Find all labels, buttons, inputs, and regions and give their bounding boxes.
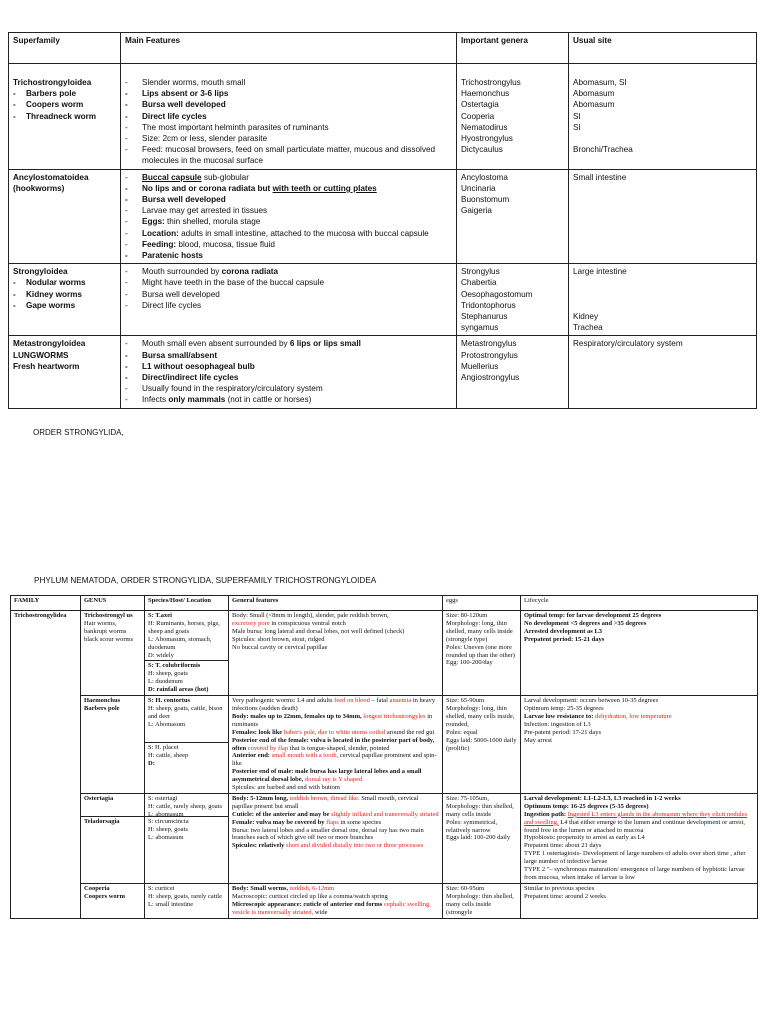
eggs-cell xyxy=(443,696,521,794)
species-hosts: H: sheep, goats, rarely cattle xyxy=(148,892,222,900)
table-row xyxy=(9,169,757,264)
general-features-cell xyxy=(229,611,443,696)
superfamily-cell xyxy=(9,64,121,170)
feature-text: Body: Small (<8mm in length), slender, pale reddish brown, xyxy=(232,612,389,619)
table-row xyxy=(11,793,758,883)
species-block xyxy=(145,743,228,769)
species-hosts: H: sheep, goats xyxy=(148,670,188,678)
genus-common-names: Hair worms, bankrupt worms black scour worms xyxy=(84,619,134,643)
table-header-row xyxy=(9,33,757,64)
list-item: - No lips and or corona radiata but with teeth or cutting plates xyxy=(125,183,452,194)
superfamily-common-name: (hookworms) xyxy=(13,183,65,193)
site-cell xyxy=(569,169,757,264)
genus-name: Haemonchus xyxy=(461,89,510,99)
superfamily-name: Ancylostomatoidea xyxy=(13,172,89,182)
features-list xyxy=(125,338,452,405)
egg-size: Size: 65-90um xyxy=(446,697,485,705)
feature-text: Microscopic appearance: cuticle of anterior end forms cephalic swelling, vesicle is transversally striated, wide xyxy=(232,900,431,916)
species-name: S: ostertagi xyxy=(148,794,178,802)
superfamily-name: Strongyloidea xyxy=(13,267,68,277)
genus-name: Strongylus xyxy=(461,267,500,277)
lifecycle-cell xyxy=(521,696,758,794)
feature-text: Spicules: are barbed and end with buttom xyxy=(232,784,340,792)
genus-common-name: Coopers worm xyxy=(84,892,125,900)
list-item: - Bursa small/absent xyxy=(125,350,452,361)
egg-poles: Poles: Uneven (one more rounded up than the other) xyxy=(446,643,515,659)
header-species-host-location: Species/Host/ Location xyxy=(145,596,229,611)
genus-name: Nematodirus xyxy=(461,122,508,132)
species-hosts: H: sheep, goats, cattle, bison and deer xyxy=(148,704,223,720)
feature-text: Male bursa: long lateral and dorsal lobes, not well defined (check) xyxy=(232,627,405,635)
species-cell xyxy=(145,696,229,794)
list-item: - Feed: mucosal browsers, feed on small particulate matter, mucous and dissolved molecules in the mucosal surface xyxy=(125,144,452,166)
genus-name: Gaigeria xyxy=(461,206,492,216)
site-text xyxy=(573,133,752,144)
species-name: S: circumcincta xyxy=(148,817,189,825)
species-name: S: H. placei xyxy=(148,744,179,752)
egg-count: Eggs laid: 100-200 daily xyxy=(446,834,511,842)
list-item: - Threadneck worm xyxy=(13,111,116,122)
list-item: - Infects only mammals (not in cattle or horses) xyxy=(125,394,452,405)
site-text: SI xyxy=(573,122,581,132)
site-text: Respiratory/circulatory system xyxy=(573,339,683,349)
table-row xyxy=(9,64,757,170)
superfamily-common-name: LUNGWORMS xyxy=(13,350,69,360)
lifecycle-text: Hypobiosis: propensity to arrest as early as L4 xyxy=(524,834,645,842)
features-list xyxy=(125,266,452,311)
site-text: Abomasum, SI xyxy=(573,78,627,87)
egg-morphology: Morphology: thin shelled, many cells inside xyxy=(446,802,514,818)
lifecycle-cell xyxy=(521,611,758,696)
genus-name: Muellerius xyxy=(461,361,499,371)
eggs-cell xyxy=(443,793,521,883)
species-cell xyxy=(145,611,229,696)
superfamily-name: Trichostrongyloidea xyxy=(13,78,92,87)
species-location: L: abomasum xyxy=(148,833,184,841)
list-item: - Might have teeth in the base of the buccal capsule xyxy=(125,277,452,288)
genus-name: Metastrongylus xyxy=(461,339,517,349)
site-text: SI xyxy=(573,111,581,121)
family-cell: Trichostrongylidea xyxy=(11,611,81,919)
list-item: - Mouth small even absent surrounded by 6 lips or lips small xyxy=(125,338,452,349)
list-item: - Direct life cycles xyxy=(125,300,452,311)
genus-name: Dictycaulus xyxy=(461,145,503,155)
feature-text: Body: Small worms, reddish, 6-12mm xyxy=(232,884,335,892)
lifecycle-text: Prepatent time: about 21 days xyxy=(524,842,602,850)
list-item: - Bursa well developed xyxy=(125,99,452,110)
species-block xyxy=(145,661,228,695)
egg-size: Size: 75-105um, xyxy=(446,794,489,802)
genera-cell xyxy=(457,336,569,408)
species-hosts: H: Ruminants, horses, pigs, sheep and goats xyxy=(148,619,220,635)
genus-name: Trichostrongyl us xyxy=(84,612,133,619)
feature-text: Very pathogenic worms: L4 and adults feed on blood – fatal anaemia in heavy infections (sudden death) xyxy=(232,697,436,712)
list-item: - Paratenic hosts xyxy=(125,250,452,261)
species-cell xyxy=(145,793,229,883)
feature-text: Macroscopic: curticei circled up like a comma/watch spring xyxy=(232,892,388,900)
lifecycle-text: TYPE 1 ostertagiosis- Development of large numbers of adults over short time , after large number of infective larvae xyxy=(524,850,746,866)
list-item: - Usually found in the respiratory/circulatory system xyxy=(125,383,452,394)
site-text xyxy=(573,277,752,288)
list-item: - Larvae may get arrested in tissues xyxy=(125,205,452,216)
lifecycle-text: Ingestion path: Ingested L3 enters glands in the abomasum where they elicit nodules and swelling, L4 that either emerge to the lumen and continue development or arrest, found free in the lumen or attached to mucosa xyxy=(524,810,748,834)
lifecycle-text: Optimum temp: 16-25 degrees (5-35 degrees) xyxy=(524,802,649,810)
genus-cell xyxy=(81,883,145,918)
species-distribution: D: widely xyxy=(148,651,174,659)
species-hosts: H: cattle, sheep xyxy=(148,751,189,759)
genus-name: Ostertagia xyxy=(461,100,499,110)
superfamily-table xyxy=(8,32,757,409)
features-list xyxy=(125,77,452,167)
species-hosts: H: sheep, goats xyxy=(148,825,188,833)
genus-cell xyxy=(81,696,145,794)
site-text: Small intestine xyxy=(573,172,627,182)
superfamily-cell xyxy=(9,264,121,336)
features-cell xyxy=(121,169,457,264)
lifecycle-text: May arrest xyxy=(524,736,552,744)
header-eggs: eggs xyxy=(443,596,521,611)
species-block xyxy=(145,696,228,743)
species-distribution: D: xyxy=(148,759,155,767)
species-distribution: D: rainfall areas (hot) xyxy=(148,686,209,694)
genus-name: Haemonchus xyxy=(84,697,121,705)
list-item: - Eggs: thin shelled, morula stage xyxy=(125,216,452,227)
lifecycle-text: No development <5 degrees and >35 degrees xyxy=(524,619,647,627)
table-row xyxy=(9,264,757,336)
superfamily-common-name: Fresh heartworm xyxy=(13,361,80,371)
lifecycle-text: Similar to previous species xyxy=(524,884,595,892)
superfamily-cell xyxy=(9,336,121,408)
table-row xyxy=(11,696,758,794)
genus-cell xyxy=(81,793,145,883)
feature-text: Posterior end of the female: vulva is located in the posterior part of body, often covered by flap that is tongue-shaped, slender, pointed xyxy=(232,736,435,752)
feature-text: Female: vulva may be covered by flaps in some species xyxy=(232,818,382,826)
list-item: - L1 without oesophageal bulb xyxy=(125,361,452,372)
site-text: Trachea xyxy=(573,323,603,333)
feature-text: Bursa: two lateral lobes and a smaller dorsal one, dorsal ray has two main branches each of which give off two or more branches xyxy=(232,826,424,842)
site-text: Large intestine xyxy=(573,267,627,277)
feature-text: Posterior end of male: male bursa has large lateral lobes and a small asymmetrical dorsal lobe, dorsal ray is Y shaped xyxy=(232,768,422,784)
table-header-row xyxy=(11,596,758,611)
features-cell xyxy=(121,264,457,336)
site-text: Abomasum xyxy=(573,100,615,110)
genus-name: Cooperia xyxy=(84,884,110,892)
genus-name: Stephanurus xyxy=(461,312,508,322)
genus-name: Trichostrongylus xyxy=(461,78,521,87)
general-features-cell xyxy=(229,696,443,794)
genus-name: Uncinaria xyxy=(461,183,496,193)
buccal-capsule-term: Buccal capsule xyxy=(142,172,202,182)
species-name: S: T.axei xyxy=(148,612,172,619)
egg-size: Size: 80-120um xyxy=(446,612,488,619)
common-names-list xyxy=(13,88,116,122)
header-superfamily: Superfamily xyxy=(9,33,121,64)
features-cell xyxy=(121,336,457,408)
genera-cell xyxy=(457,169,569,264)
species-name: S: curticei xyxy=(148,884,175,892)
genus-name: Protostrongylus xyxy=(461,350,518,360)
site-text: Bronchi/Trachea xyxy=(573,145,633,155)
list-item: - The most important helminth parasites of ruminants xyxy=(125,122,452,133)
superfamily-cell xyxy=(9,169,121,264)
feature-text: No buccal cavity or cervical papillae xyxy=(232,643,328,651)
genus-name: Teladorsagia xyxy=(84,817,120,825)
lifecycle-text: Arrested development as L3 xyxy=(524,627,603,635)
list-item: - Slender worms, mouth small xyxy=(125,77,452,88)
section-heading: PHYLUM NEMATODA, ORDER STRONGYLIDA, SUPERFAMILY TRICHOSTRONGYLOIDEA xyxy=(34,576,377,585)
header-general-features: General features xyxy=(229,596,443,611)
list-item: - Feeding: blood, mucosa, tissue fluid xyxy=(125,239,452,250)
feature-text: Body: 5-12mm long, reddish brown, thread like. Small mouth, cervical papillae present but small xyxy=(232,794,419,810)
list-item: - Bursa well developed xyxy=(125,194,452,205)
genera-cell xyxy=(457,264,569,336)
list-item: - Direct/indirect life cycles xyxy=(125,372,452,383)
genus-common-name: Barbers pole xyxy=(84,704,120,712)
genus-name: Hyostrongylus xyxy=(461,134,513,144)
feature-text: Body: males up to 22mm, females up to 34mm, longest trichostrongyles in ruminants xyxy=(232,712,433,728)
species-cell xyxy=(145,883,229,918)
feature-text: Spicules: short brown, stout, ridged xyxy=(232,635,325,643)
egg-morphology: Morphology: long, thin shelled, many cells inside (strongyle type) xyxy=(446,619,513,643)
genus-name: Oesophagostomum xyxy=(461,289,533,299)
genera-cell xyxy=(457,64,569,170)
species-hosts: H: cattle, rarely sheep, goats xyxy=(148,802,222,810)
species-location: L: duodenum xyxy=(148,678,183,686)
species-block xyxy=(145,817,228,843)
lifecycle-text: Larval development: occurs between 10-35 degrees xyxy=(524,697,659,705)
species-name: S: T. colubriformis xyxy=(148,662,201,670)
header-important-genera: Important genera xyxy=(457,33,569,64)
site-cell xyxy=(569,64,757,170)
lifecycle-cell xyxy=(521,793,758,883)
list-item: - Mouth surrounded by corona radiata xyxy=(125,266,452,277)
list-item: - Gape worms xyxy=(13,300,116,311)
egg-morphology: Morphology: thin shelled, many cells inside (strongyle xyxy=(446,892,514,916)
egg-count: Egg: 100-200/day xyxy=(446,659,493,667)
site-text xyxy=(573,289,752,300)
genus-name: Ancylostoma xyxy=(461,172,508,182)
general-features-cell xyxy=(229,793,443,883)
trichostrongyloidea-table xyxy=(10,595,758,919)
egg-size: Size: 60-95um xyxy=(446,884,485,892)
order-caption: ORDER STRONGYLIDA, xyxy=(33,428,124,437)
site-cell xyxy=(569,264,757,336)
header-lifecycle: Lifecycle xyxy=(521,596,758,611)
egg-poles: Poles: symmetrical, relatively narrow xyxy=(446,818,498,834)
header-genus: GENUS xyxy=(81,596,145,611)
eggs-cell xyxy=(443,883,521,918)
table-row xyxy=(11,883,758,918)
lifecycle-text: Prepatent time: around 2 weeks xyxy=(524,892,606,900)
genus-name: Tridontophorus xyxy=(461,300,516,310)
genus-name: syngamus xyxy=(461,323,499,333)
lifecycle-text: Larval development: L1-L2-L3, L3 reached in 1-2 weeks xyxy=(524,794,681,802)
list-item: - Buccal capsule sub-globular xyxy=(125,172,452,183)
site-text: Kidney xyxy=(573,312,599,322)
header-main-features: Main Features xyxy=(121,33,457,64)
header-usual-site: Usual site xyxy=(569,33,757,64)
feature-text: Spicules: relatively short and divided distally into two or three processes xyxy=(232,842,424,850)
feature-text: excretory pore in conspicuous ventral notch xyxy=(232,619,346,627)
lifecycle-text: Pre-patent period: 17-21 days xyxy=(524,728,602,736)
species-location: L: abomasum xyxy=(148,810,184,818)
lifecycle-text: Larvae low resistance to: dehydration, low temperature xyxy=(524,712,672,720)
lifecycle-text: Optimal temp: for larvae development 25 degrees xyxy=(524,612,662,619)
superfamily-name: Metastrongyloidea xyxy=(13,339,86,349)
feature-text: Cuticle: of the anterior and may be slightly inflated and transversally striated xyxy=(232,810,439,818)
species-location: L: small intestine xyxy=(148,900,194,908)
list-item: - Kidney worms xyxy=(13,289,116,300)
genus-name: Buonstomum xyxy=(461,195,510,205)
table-row xyxy=(11,611,758,696)
genus-name: Angiostrongylus xyxy=(461,373,520,383)
site-text: Abomasum xyxy=(573,89,615,99)
list-item: - Bursa well developed xyxy=(125,289,452,300)
genus-name: Cooperia xyxy=(461,111,495,121)
common-names-list xyxy=(13,277,116,311)
species-block xyxy=(145,611,228,661)
species-location: L: Abomasum xyxy=(148,720,186,728)
list-item: - Coopers worm xyxy=(13,99,116,110)
eggs-cell xyxy=(443,611,521,696)
list-item: - Size: 2cm or less, slender parasite xyxy=(125,133,452,144)
lifecycle-text: Infection: ingestion of L3 xyxy=(524,720,591,728)
site-text xyxy=(573,300,752,311)
list-item: - Direct life cycles xyxy=(125,111,452,122)
list-item: - Location: adults in small intestine, attached to the mucosa with buccal capsule xyxy=(125,228,452,239)
feature-text: Anterior end: small mouth with a tooth, cervical papillae prominent and spin-like xyxy=(232,752,437,768)
general-features-cell xyxy=(229,883,443,918)
egg-count: Eggs laid: 5000-1000 daily (prolific) xyxy=(446,736,517,752)
list-item: - Nodular worms xyxy=(13,277,116,288)
features-cell xyxy=(121,64,457,170)
genus-name: Chabertia xyxy=(461,278,497,288)
egg-poles: Poles: equal xyxy=(446,728,478,736)
list-item: - Barbers pole xyxy=(13,88,116,99)
feature-text: Females: look like baber's pole, due to white uterus coiled around the red gut xyxy=(232,728,435,736)
genus-cell xyxy=(81,611,145,696)
features-list xyxy=(125,172,452,262)
lifecycle-text: Optimum temp: 25-35 degrees xyxy=(524,704,604,712)
site-cell xyxy=(569,336,757,408)
species-name: S: H. contortus xyxy=(148,697,191,705)
lifecycle-cell xyxy=(521,883,758,918)
species-block xyxy=(145,794,228,817)
table-row xyxy=(9,336,757,408)
header-family: FAMILY xyxy=(11,596,81,611)
lifecycle-text: Prepatent period: 15-21 days xyxy=(524,635,605,643)
egg-morphology: Morphology: long, thin shelled, many cells inside, rounded, xyxy=(446,704,515,728)
list-item: - Lips absent or 3-6 lips xyxy=(125,88,452,99)
species-location: L: Abomasum, stomach, duodenum xyxy=(148,635,212,651)
genus-name: Ostertagia xyxy=(81,794,144,817)
lifecycle-text: TYPE 2 "– synchronous maturation/ emergence of large numbers of hypbiotic larvae from mucosa, when intake of larvae is low xyxy=(524,866,745,881)
